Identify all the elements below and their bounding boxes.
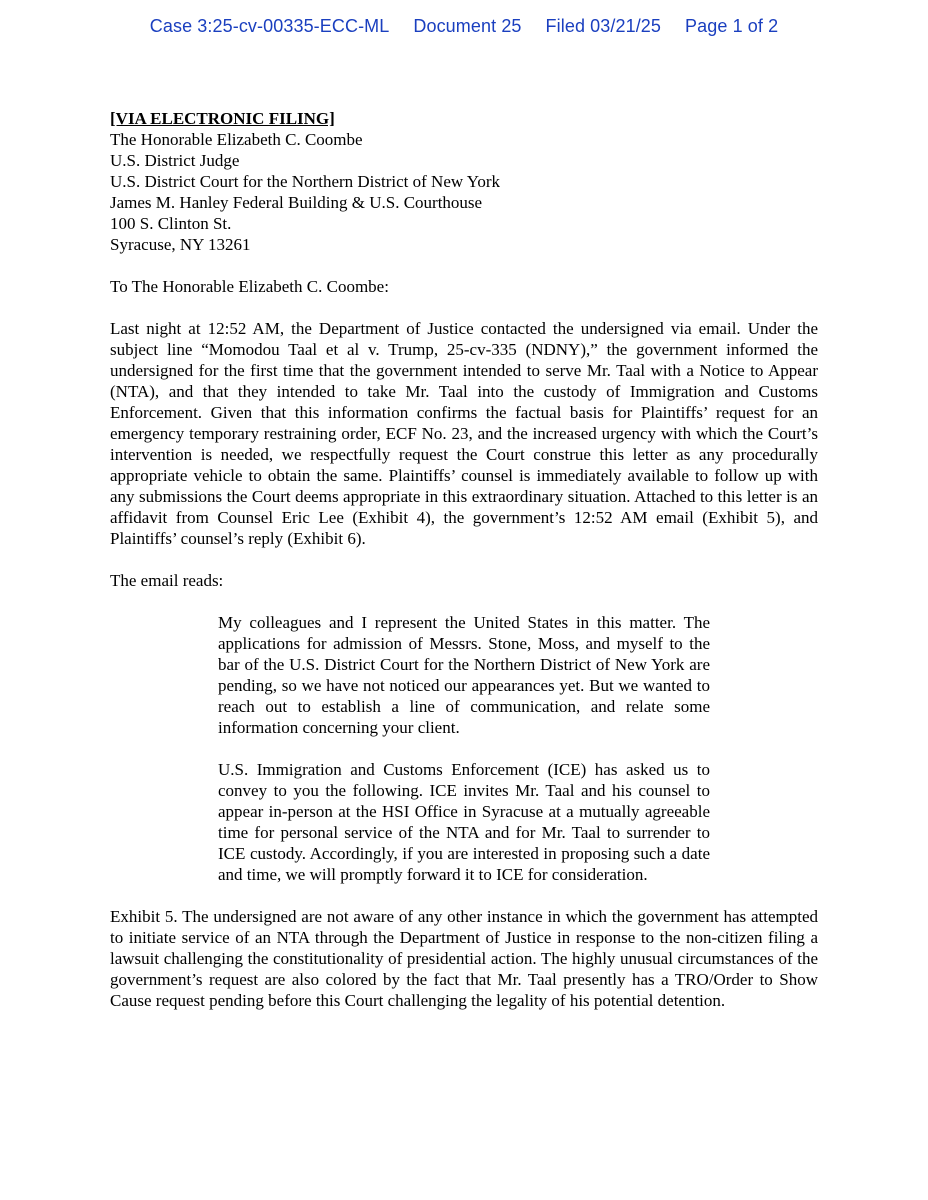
salutation: To The Honorable Elizabeth C. Coombe:: [110, 277, 389, 296]
recipient-address: [110, 129, 818, 255]
address-line: Syracuse, NY 13261: [110, 235, 251, 254]
address-line: James M. Hanley Federal Building & U.S. Courthouse: [110, 193, 483, 212]
paragraph-main: Last night at 12:52 AM, the Department of Justice contacted the undersigned via email. Under the subject line “Momodou Taal et al v. Trump, 25-cv-335 (NDNY),” the government informed the undersigned for the first time that the government intended to serve Mr. Taal with a Notice to Appear (NTA), and that they intended to take Mr. Taal into the custody of Immigration and Customs Enforcement. Given that this information confirms the factual basis for Plaintiffs’ request for an emergency temporary restraining order, ECF No. 23, and the increased urgency with which the Court’s intervention is needed, we respectfully request the Court construe this letter as any procedurally appropriate vehicle to obtain the same. Plaintiffs’ counsel is immediately available to follow up with any submissions the Court deems appropriate in this extraordinary situation. Attached to this letter is an affidavit from Counsel Eric Lee (Exhibit 4), the government’s 12:52 AM email (Exhibit 5), and Plaintiffs’ counsel’s reply (Exhibit 6).: [110, 319, 818, 548]
ecf-header-stamp: [0, 16, 928, 37]
case-number: Case 3:25-cv-00335-ECC-ML: [149, 16, 390, 36]
letter-body: [110, 108, 818, 1011]
address-line: U.S. District Judge: [110, 151, 240, 170]
address-line: 100 S. Clinton St.: [110, 214, 232, 233]
quote-paragraph: My colleagues and I represent the United States in this matter. The applications for admission of Messrs. Stone, Moss, and myself to the bar of the U.S. District Court for the Northern District of New York are pending, so we have not noticed our appearances yet. But we wanted to reach out to establish a line of communication, and relate some information concerning your client.: [218, 613, 710, 737]
document-number: Document 25: [413, 16, 522, 36]
quote-paragraph: U.S. Immigration and Customs Enforcement (ICE) has asked us to convey to you the following. ICE invites Mr. Taal and his counsel to appear in-person at the HSI Office in Syracuse at a mutually agreeable time for personal service of the NTA and for Mr. Taal to surrender to ICE custody. Accordingly, if you are interested in proposing such a date and time, we will promptly forward it to ICE for consideration.: [218, 760, 710, 884]
page-indicator: Page 1 of 2: [685, 16, 779, 36]
address-line: The Honorable Elizabeth C. Coombe: [110, 130, 363, 149]
email-intro: The email reads:: [110, 571, 224, 590]
via-electronic-filing: [VIA ELECTRONIC FILING]: [110, 109, 335, 128]
filed-date: Filed 03/21/25: [545, 16, 662, 36]
email-block-quote: [218, 612, 710, 885]
paragraph-exhibit-5: Exhibit 5. The undersigned are not aware of any other instance in which the government has attempted to initiate service of an NTA through the Department of Justice in response to the non-citizen filing a lawsuit challenging the constitutionality of presidential action. The highly unusual circumstances of the government’s request are also colored by the fact that Mr. Taal presently has a TRO/Order to Show Cause request pending before this Court challenging the legality of his potential detention.: [110, 907, 818, 1010]
address-line: U.S. District Court for the Northern District of New York: [110, 172, 501, 191]
